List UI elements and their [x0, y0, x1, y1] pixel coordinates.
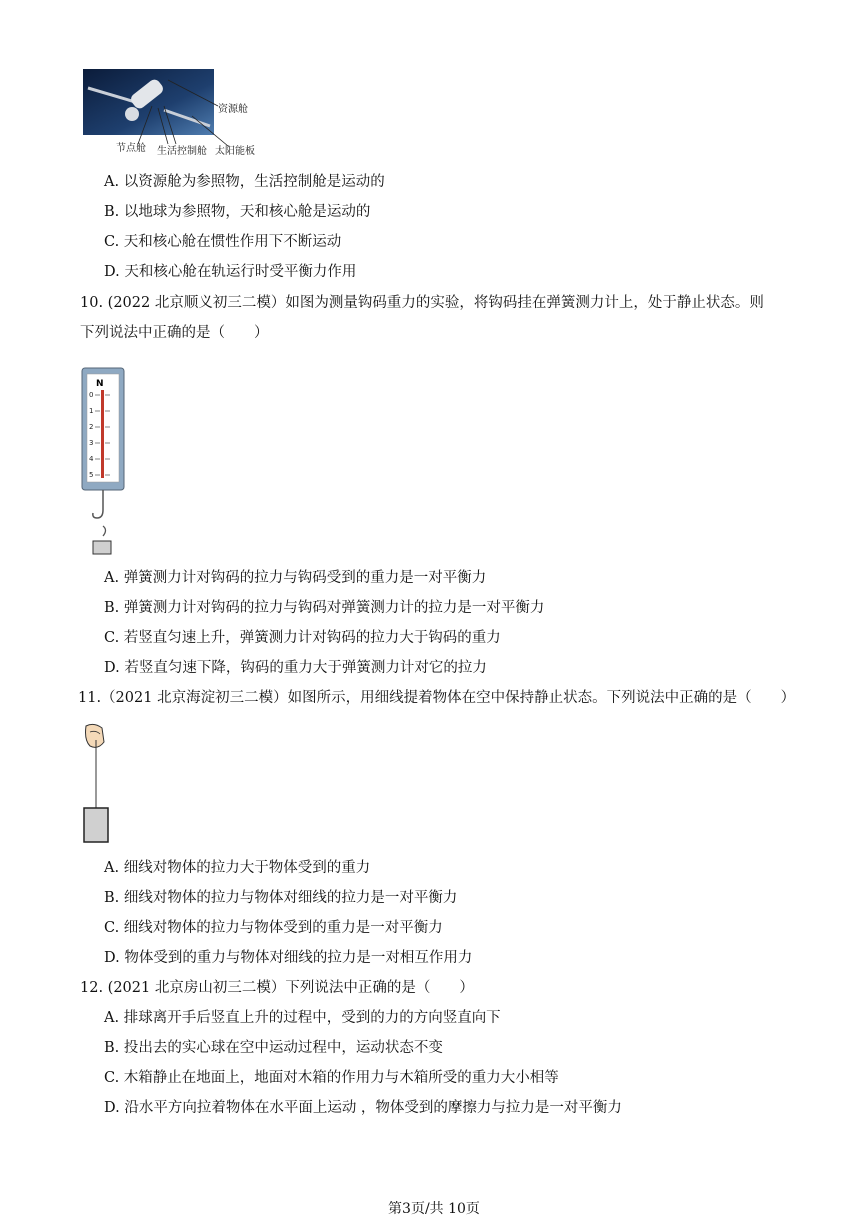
q9-option-c: C. 天和核心舱在惯性作用下不断运动 [104, 234, 342, 250]
svg-text:4: 4 [89, 455, 94, 463]
svg-text:0: 0 [89, 391, 94, 399]
label-solar-panel: 太阳能板 [215, 146, 255, 157]
q9-option-b: B. 以地球为参照物，天和核心舱是运动的 [104, 204, 371, 220]
q12-option-d: D. 沿水平方向拉着物体在水平面上运动 ，物体受到的摩擦力与拉力是一对平衡力 [104, 1100, 622, 1116]
q9-option-d: D. 天和核心舱在轨运行时受平衡力作用 [104, 264, 357, 280]
svg-text:3: 3 [89, 439, 94, 447]
q10-option-c: C. 若竖直匀速上升，弹簧测力计对钩码的拉力大于钩码的重力 [104, 630, 501, 646]
scale-unit: N [96, 379, 104, 389]
q10-stem-line1: 10. (2022 北京顺义初三二模）如图为测量钩码重力的实验，将钩码挂在弹簧测力计上，处于静止状态。则 [80, 295, 764, 311]
q9-option-a: A. 以资源舱为参照物，生活控制舱是运动的 [104, 174, 385, 190]
scale-indicator [101, 390, 104, 478]
page-footer: 第3页/共 10页 [388, 1201, 480, 1217]
hanging-object [84, 808, 108, 842]
scale-hook [93, 490, 103, 518]
q12-stem: 12. (2021 北京房山初三二模）下列说法中正确的是（ ） [80, 980, 474, 996]
q11-option-b: B. 细线对物体的拉力与物体对细线的拉力是一对平衡力 [104, 890, 458, 906]
label-resource-module: 资源舱 [218, 104, 248, 115]
hook-weight [93, 541, 111, 554]
spring-scale-figure [80, 366, 130, 558]
q10-stem-line2: 下列说法中正确的是（ ） [80, 325, 269, 341]
svg-text:2: 2 [89, 423, 94, 431]
label-life-control-module: 生活控制舱 [157, 146, 207, 157]
svg-text:5: 5 [89, 471, 94, 479]
q11-option-c: C. 细线对物体的拉力与物体受到的重力是一对平衡力 [104, 920, 443, 936]
label-node-module: 节点舱 [116, 143, 146, 154]
q10-option-b: B. 弹簧测力计对钩码的拉力与钩码对弹簧测力计的拉力是一对平衡力 [104, 600, 545, 616]
q10-option-a: A. 弹簧测力计对钩码的拉力与钩码受到的重力是一对平衡力 [104, 570, 487, 586]
q10-option-d: D. 若竖直匀速下降，钩码的重力大于弹簧测力计对它的拉力 [104, 660, 487, 676]
q12-option-b: B. 投出去的实心球在空中运动过程中，运动状态不变 [104, 1040, 443, 1056]
q11-option-d: D. 物体受到的重力与物体对细线的拉力是一对相互作用力 [104, 950, 473, 966]
q11-stem: 11.（2021 北京海淀初三二模）如图所示，用细线提着物体在空中保持静止状态。下列说法中正确的是（ ） [78, 690, 796, 706]
space-station-figure [80, 66, 280, 158]
svg-text:1: 1 [89, 407, 94, 415]
hand-icon [86, 724, 105, 747]
node-module [125, 107, 139, 121]
q11-option-a: A. 细线对物体的拉力大于物体受到的重力 [104, 860, 371, 876]
q12-option-a: A. 排球离开手后竖直上升的过程中，受到的力的方向竖直向下 [104, 1010, 501, 1026]
hanging-object-figure [80, 722, 120, 846]
q12-option-c: C. 木箱静止在地面上，地面对木箱的作用力与木箱所受的重力大小相等 [104, 1070, 559, 1086]
